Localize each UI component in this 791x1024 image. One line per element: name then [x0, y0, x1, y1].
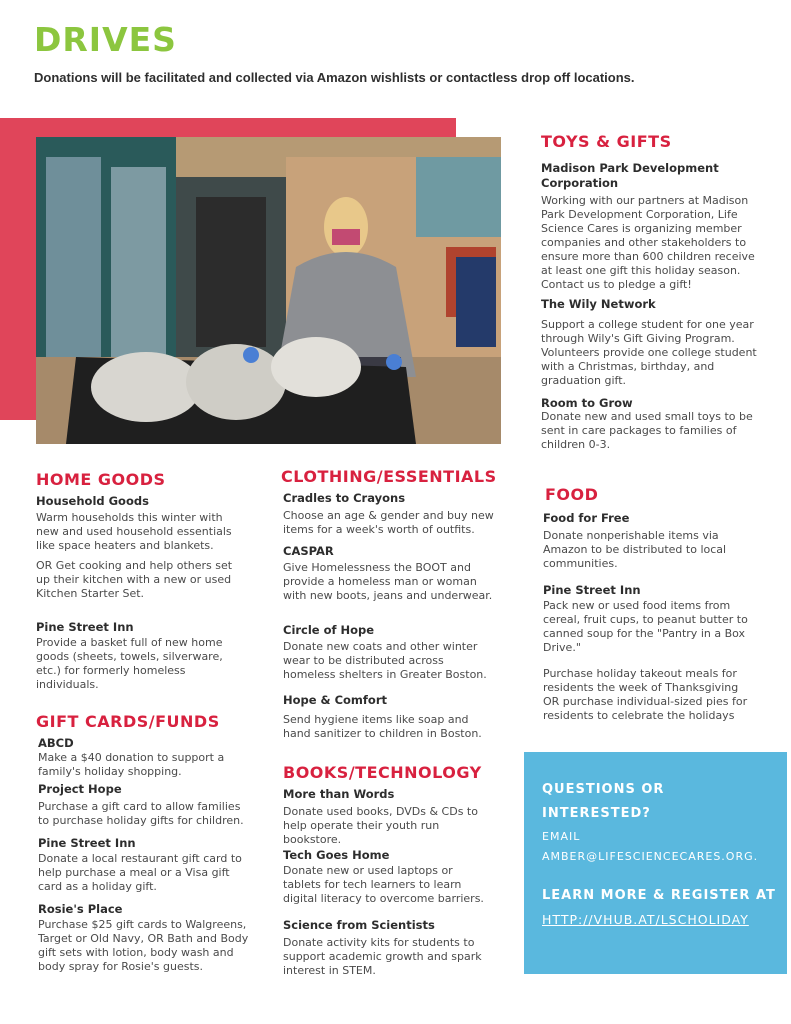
books-tech-title: BOOKS/TECHNOLOGY: [283, 763, 482, 782]
org-pine-street-home: Pine Street Inn: [36, 620, 134, 634]
desc-caspar: Give Homelessness the BOOT and provide a homeless man or woman with new boots, jeans and underwear.: [283, 561, 493, 602]
org-room-to-grow: Room to Grow: [541, 396, 633, 410]
org-cradles-to-crayons: Cradles to Crayons: [283, 491, 406, 505]
org-science-from-scientists: Science from Scientists: [283, 918, 435, 932]
desc-hope-comfort: Send hygiene items like soap and hand sanitizer to children in Boston.: [283, 713, 482, 740]
org-circle-of-hope: Circle of Hope: [283, 623, 375, 637]
desc-science-from-scientists: Donate activity kits for students to support academic growth and spark interest in STEM.: [283, 936, 482, 977]
org-caspar: CASPAR: [283, 544, 334, 558]
org-madison-park: Madison Park Development Corporation: [541, 161, 719, 190]
desc-project-hope: Purchase a gift card to allow families to purchase holiday gifts for children.: [38, 800, 244, 827]
org-pine-street-gift: Pine Street Inn: [38, 836, 136, 850]
desc-madison-park: Working with our partners at Madison Park Development Corporation, Life Science Cares is organizing member companies and other stakeholders to ensure more than 600 children receive at least one gift this holiday season. Contact us to pledge a gift!: [541, 194, 755, 291]
org-abcd: ABCD: [38, 736, 74, 750]
desc-tech-goes-home: Donate new or used laptops or tablets for tech learners to learn digital literacy to overcome barriers.: [283, 864, 484, 905]
org-tech-goes-home: Tech Goes Home: [283, 848, 390, 862]
contact-box: [524, 752, 787, 974]
org-household-goods: Household Goods: [36, 494, 149, 508]
clothing-title: CLOTHING/ESSENTIALS: [281, 467, 497, 486]
org-project-hope: Project Hope: [38, 782, 122, 796]
volunteer-photo: [36, 137, 501, 444]
org-food-for-free: Food for Free: [543, 511, 630, 525]
register-link[interactable]: HTTP://VHUB.AT/LSCHOLIDAY: [542, 912, 749, 927]
org-more-than-words: More than Words: [283, 787, 395, 801]
desc-wily-network: Support a college student for one year through Wily's Gift Giving Program. Volunteers provide one college student with a Christmas, birthday, and graduation gift.: [541, 318, 757, 387]
desc-holiday-meals: Purchase holiday takeout meals for residents the week of Thanksgiving OR purchase individual-sized pies for residents to celebrate the holidays: [543, 667, 748, 722]
desc-pine-street-home: Provide a basket full of new home goods (sheets, towels, silverware, etc.) for formerly homeless individuals.: [36, 636, 223, 691]
email-link[interactable]: AMBER@LIFESCIENCECARES.ORG.: [542, 850, 759, 863]
desc-circle-of-hope: Donate new coats and other winter wear to be distributed across homeless shelters in Greater Boston.: [283, 640, 487, 681]
food-title: FOOD: [545, 485, 599, 504]
email-label: EMAIL: [542, 830, 581, 843]
interested-heading: INTERESTED?: [542, 806, 651, 821]
gift-cards-title: GIFT CARDS/FUNDS: [36, 712, 220, 731]
toys-gifts-title: TOYS & GIFTS: [541, 132, 672, 151]
desc-more-than-words: Donate used books, DVDs & CDs to help operate their youth run bookstore.: [283, 805, 478, 846]
desc-pantry-in-a-box: Pack new or used food items from cereal, fruit cups, to peanut butter to canned soup for the "Pantry in a Box Drive.": [543, 599, 748, 654]
org-wily-network: The Wily Network: [541, 297, 656, 311]
intro-text: Donations will be facilitated and collected via Amazon wishlists or contactless drop off locations.: [34, 70, 635, 85]
desc-cradles-to-crayons: Choose an age & gender and buy new items for a week's worth of outfits.: [283, 509, 494, 536]
questions-heading: QUESTIONS OR: [542, 782, 665, 797]
home-goods-title: HOME GOODS: [36, 470, 166, 489]
desc-household-goods: Warm households this winter with new and used household essentials like space heaters and blankets.: [36, 511, 232, 552]
desc-room-to-grow: Donate new and used small toys to be sent in care packages to families of children 0-3.: [541, 410, 753, 451]
desc-kitchen-starter: OR Get cooking and help others set up their kitchen with a new or used Kitchen Starter Set.: [36, 559, 233, 600]
org-pine-street-food: Pine Street Inn: [543, 583, 641, 597]
page-title: DRIVES: [34, 20, 177, 59]
desc-rosies-place: Purchase $25 gift cards to Walgreens, Target or Old Navy, OR Bath and Body gift sets with lotion, body wash and body spray for Rosie's guests.: [38, 918, 249, 973]
desc-abcd: Make a $40 donation to support a family's holiday shopping.: [38, 751, 225, 778]
org-hope-comfort: Hope & Comfort: [283, 693, 387, 707]
learn-more-heading: LEARN MORE & REGISTER AT: [542, 888, 776, 903]
org-rosies-place: Rosie's Place: [38, 902, 123, 916]
desc-pine-street-gift: Donate a local restaurant gift card to help purchase a meal or a Visa gift card as a holiday gift.: [38, 852, 242, 893]
desc-food-for-free: Donate nonperishable items via Amazon to be distributed to local communities.: [543, 529, 727, 570]
